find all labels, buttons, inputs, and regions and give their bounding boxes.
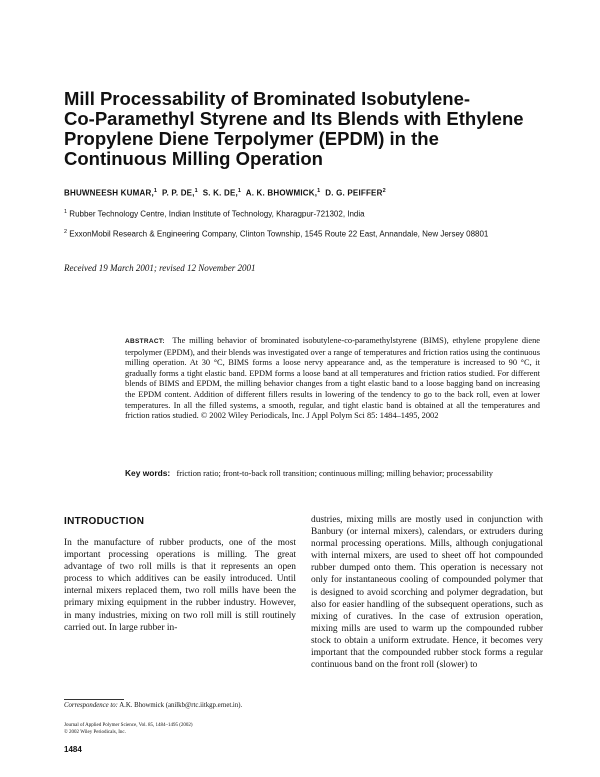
author-name: BHUWNEESH KUMAR, <box>64 188 154 198</box>
journal-line: © 2002 Wiley Periodicals, Inc. <box>64 730 126 735</box>
body-column-left: In the manufacture of rubber products, one of the most important processing operations is milling. The great advantage of two roll mills is that it represents an open process to which additives can be easily introduced. Until internal mixers replaced them, two roll mills have been the primary mixing equipment in the rubber industry. However, in many industries, mixing on two roll mill is still routinely carried out. In large rubber in- <box>64 538 296 633</box>
journal-line: Journal of Applied Polymer Science, Vol. 85, 1484–1495 (2002) <box>64 723 193 728</box>
keywords-text: friction ratio; front-to-back roll transition; continuous milling; milling behavior; processability <box>176 469 493 478</box>
affiliation: $^2$ ExxonMobil Research & Engineering Company, Clinton Township, 1545 Route 22 East, Annandale, New Jersey 08801 <box>64 229 489 239</box>
correspondence-footnote <box>64 702 296 711</box>
abstract <box>125 336 540 422</box>
title-line: Co-Paramethyl Styrene and Its Blends with Ethylene <box>64 108 524 129</box>
page-number: 1484 <box>64 745 82 754</box>
title-line: Mill Processability of Brominated Isobutylene- <box>64 88 471 109</box>
abstract-text: The milling behavior of brominated isobutylene-co-paramethylstyrene (BIMS), ethylene propylene diene terpolymer (EPDM), and their blends was investigated over a range of temperatures and friction ratios using the continuous milling operation. At 30 °C, BIMS forms a loose nervy appearance and, as the temperature is increased to 90 °C, it gradually forms a tight elastic band. EPDM forms a loose band at all temperatures and friction ratios studied. For different blends of BIMS and EPDM, the milling behavior changes from a tight elastic band to a loose bagging band on increasing the EPDM content. Addition of different fillers results in lowering of the tendency to go to the back roll, even at lower temperatures. In all the filled systems, a smooth, regular, and tight elastic band is obtained at all the temperatures and friction ratios studied. © 2002 Wiley Periodicals, Inc. J Appl Polym Sci 85: 1484–1495, 2002 <box>125 336 540 421</box>
received-dates: Received 19 March 2001; revised 12 November 2001 <box>64 263 256 273</box>
affiliation: $^1$ Rubber Technology Centre, Indian Institute of Technology, Kharagpur-721302, India <box>64 209 365 219</box>
section-heading: INTRODUCTION <box>64 516 145 527</box>
author-name: P. P. DE, <box>162 188 195 198</box>
footnote-label: Correspondence to: <box>64 702 118 709</box>
title-line: Propylene Diene Terpolymer (EPDM) in the <box>64 128 439 149</box>
footnote-divider <box>64 699 124 700</box>
author-name: A. K. BHOWMICK, <box>245 188 318 198</box>
keywords-label: Key words: <box>125 468 171 478</box>
author-name: D. G. PEIFFER <box>325 188 383 198</box>
title-line: Continuous Milling Operation <box>64 148 323 169</box>
body-column-right: dustries, mixing mills are mostly used in conjunction with Banbury (or internal mixers), calendars, or extruders during normal processing operations. Mills, although conjugational with internal mixers, are used to sheet off hot compounded rubber dumped onto them. This operation is necessary not only for instantaneous cooling of compounded polymer that is designed to avoid scorching and polymer degradation, but also for easier handling of the subsequent operations, such as mixing of curatives. In the case of extrusion operation, mixing mills are used to warm up the compounded rubber stock to obtain a uniform extrudate. Hence, it becomes very important that the compounded rubber stock forms a regular continuous band on the front roll (slower) to <box>311 515 543 671</box>
keywords <box>125 468 540 479</box>
author-list: BHUWNEESH KUMAR,$^1$ P. P. DE,$^1$ S. K. DE,$^1$ A. K. BHOWMICK,$^1$ D. G. PEIFFER$^2$ <box>64 188 386 198</box>
paper-title <box>64 89 544 169</box>
abstract-label: ABSTRACT: <box>125 338 165 345</box>
journal-info <box>64 722 193 736</box>
author-name: S. K. DE, <box>202 188 238 198</box>
footnote-text: A.K. Bhowmick (anilkb@rtc.iitkgp.ernet.in). <box>119 702 243 709</box>
